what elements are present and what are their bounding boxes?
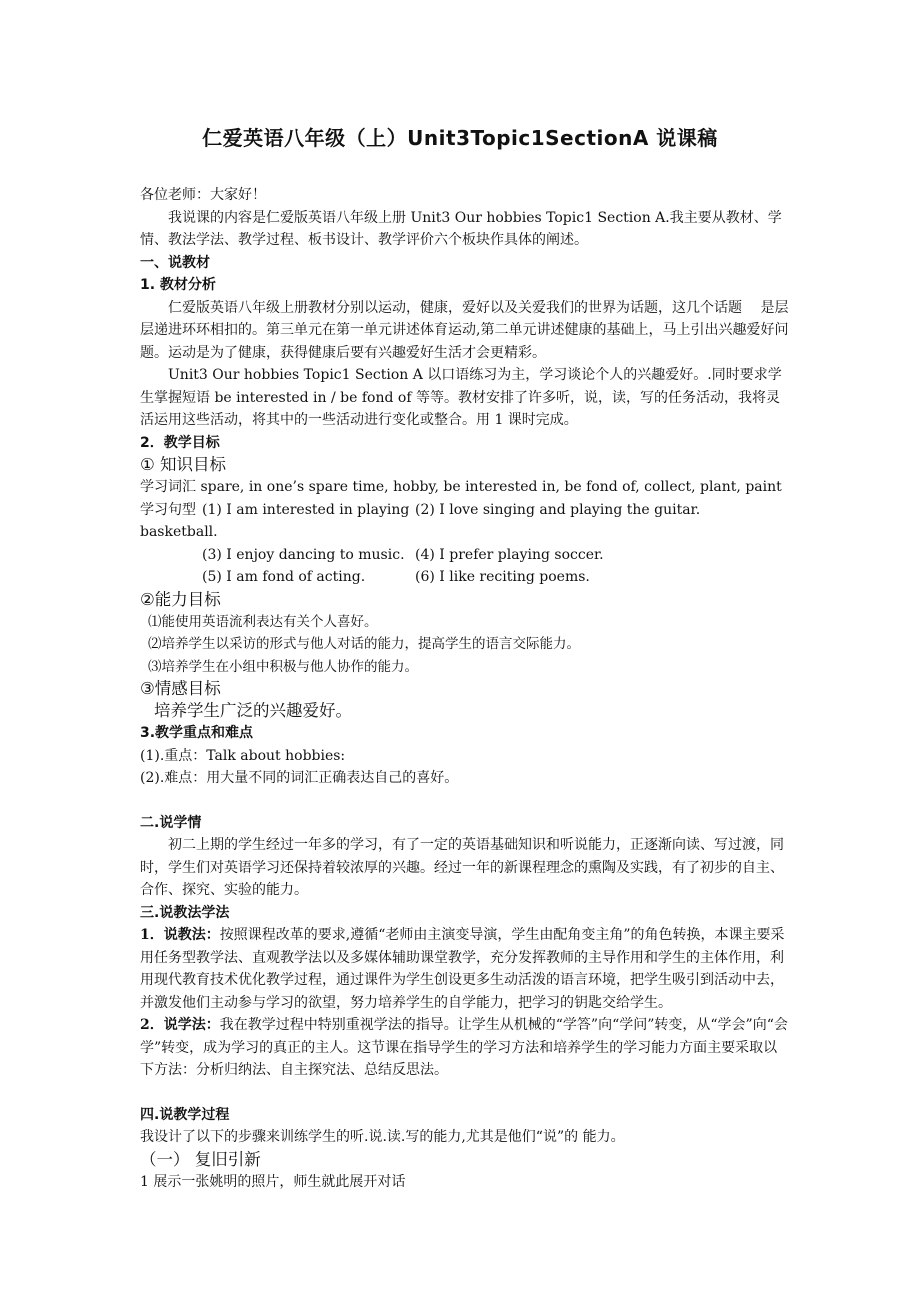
vocabulary-line: 学习词汇 spare, in one’s spare time, hobby, be interested in, be fond of, collect, plant, paint <box>140 479 782 495</box>
key-point: (1).重点：Talk about hobbies: <box>140 747 346 764</box>
ability-item: ⑵培养学生以采访的形式与他人对话的能力，提高学生的语言交际能力。 <box>148 636 580 652</box>
sentence-row <box>140 499 790 544</box>
section-4-heading: 四.说教学过程 <box>140 1106 230 1123</box>
subheading-key-points: 3.教学重点和难点 <box>140 725 254 741</box>
sentence-item: (1) I am interested in playing basketball. <box>140 501 410 540</box>
sentence-item: (4) I prefer playing soccer. <box>415 546 604 563</box>
teaching-method-paragraph <box>140 924 790 1014</box>
sentence-label: 学习句型 <box>140 501 196 518</box>
textbook-paragraph-1: 仁爱版英语八年级上册教材分别以运动，健康，爱好以及关爱我们的世界为话题，这几个话题 是层层递进环环相扣的。第三单元在第一单元讲述体育运动,第二单元讲述健康的基础上，马上引出兴趣爱好问题。运动是为了健康，获得健康后要有兴趣爱好生活才会更精彩。 <box>140 299 789 361</box>
difficult-point: (2).难点：用大量不同的词汇正确表达自己的喜好。 <box>140 770 459 786</box>
learning-method-text: 我在教学过程中特别重视学法的指导。让学生从机械的“学答”向“学问”转变，从“学会”向“会学”转变，成为学习的真正的主人。这节课在指导学生的学习方法和培养学生的学习能力方面主要采取以下方法：分析归纳法、自主探究法、总结反思法。 <box>140 1017 788 1078</box>
sentence-item: (2) I love singing and playing the guitar. <box>415 501 701 518</box>
greeting: 各位老师：大家好！ <box>140 187 266 203</box>
sentence-row <box>140 544 790 567</box>
sentence-row <box>140 566 790 589</box>
section-1-heading: 一、说教材 <box>140 254 210 271</box>
learning-method-label: 2．说学法： <box>140 1017 220 1033</box>
process-intro: 我设计了以下的步骤来训练学生的听.说.读.写的能力,尤其是他们“说”的 能力。 <box>140 1129 625 1145</box>
teaching-method-label: 1．说教法： <box>140 927 220 943</box>
document-body <box>140 184 790 1193</box>
ability-item: ⑴能使用英语流利表达有关个人喜好。 <box>148 613 378 630</box>
ability-item: ⑶培养学生在小组中积极与他人协作的能力。 <box>148 658 418 675</box>
subheading-textbook-analysis: 1. 教材分析 <box>140 277 216 293</box>
sentence-item: (6) I like reciting poems. <box>415 569 590 585</box>
step-item: 1 展示一张姚明的照片，师生就此展开对话 <box>140 1173 406 1190</box>
sentence-item: (5) I am fond of acting. <box>202 569 366 585</box>
students-paragraph: 初二上期的学生经过一年多的学习，有了一定的英语基础知识和听说能力，正逐渐向读、写过渡，同时，学生们对英语学习还保持着较浓厚的兴趣。经过一年的新课程理念的熏陶及实践，有了初步的自主、合作、探究、实验的能力。 <box>140 837 784 898</box>
subheading-teaching-goals: 2．教学目标 <box>140 434 220 451</box>
section-2-heading: 二.说学情 <box>140 814 202 831</box>
section-3-heading: 三.说教法学法 <box>140 904 230 921</box>
goal-knowledge-heading: ① 知识目标 <box>140 455 227 474</box>
teaching-method-text: 按照课程改革的要求,遵循“老师由主演变导演，学生由配角变主角”的角色转换，本课主要采用任务型教学法、直观教学法以及多媒体辅助课堂教学，充分发挥教师的主导作用和学生的主体作用，利用现代教育技术优化教学过程，通过课件为学生创设更多生动活泼的语言环境，把学生吸引到活动中去，并激发他们主动参与学习的欲望，努力培养学生的自学能力，把学习的钥匙交给学生。 <box>140 927 785 1011</box>
intro-paragraph: 我说课的内容是仁爱版英语八年级上册 Unit3 Our hobbies Topic1 Section A.我主要从教材、学情、教法学法、教学过程、板书设计、教学评价六个板块作具体的阐述。 <box>140 209 782 248</box>
emotion-text: 培养学生广泛的兴趣爱好。 <box>154 701 352 720</box>
document-title: 仁爱英语八年级（上）Unit3Topic1SectionA 说课稿 <box>202 126 718 150</box>
textbook-paragraph-2: Unit3 Our hobbies Topic1 Section A 以口语练习为主，学习谈论个人的兴趣爱好。.同时要求学生掌握短语 be interested in / be fond of 等等。教材安排了许多听，说，读，写的任务活动，我将灵活运用这些活动，将其中的一些活动进行变化或整合。用 1 课时完成。 <box>140 367 782 428</box>
goal-emotion-heading: ③情感目标 <box>140 679 221 698</box>
goal-ability-heading: ②能力目标 <box>140 589 221 609</box>
step-heading: （一） 复旧引新 <box>140 1149 261 1169</box>
sentence-item: (3) I enjoy dancing to music. <box>202 546 405 563</box>
learning-method-paragraph <box>140 1014 790 1082</box>
